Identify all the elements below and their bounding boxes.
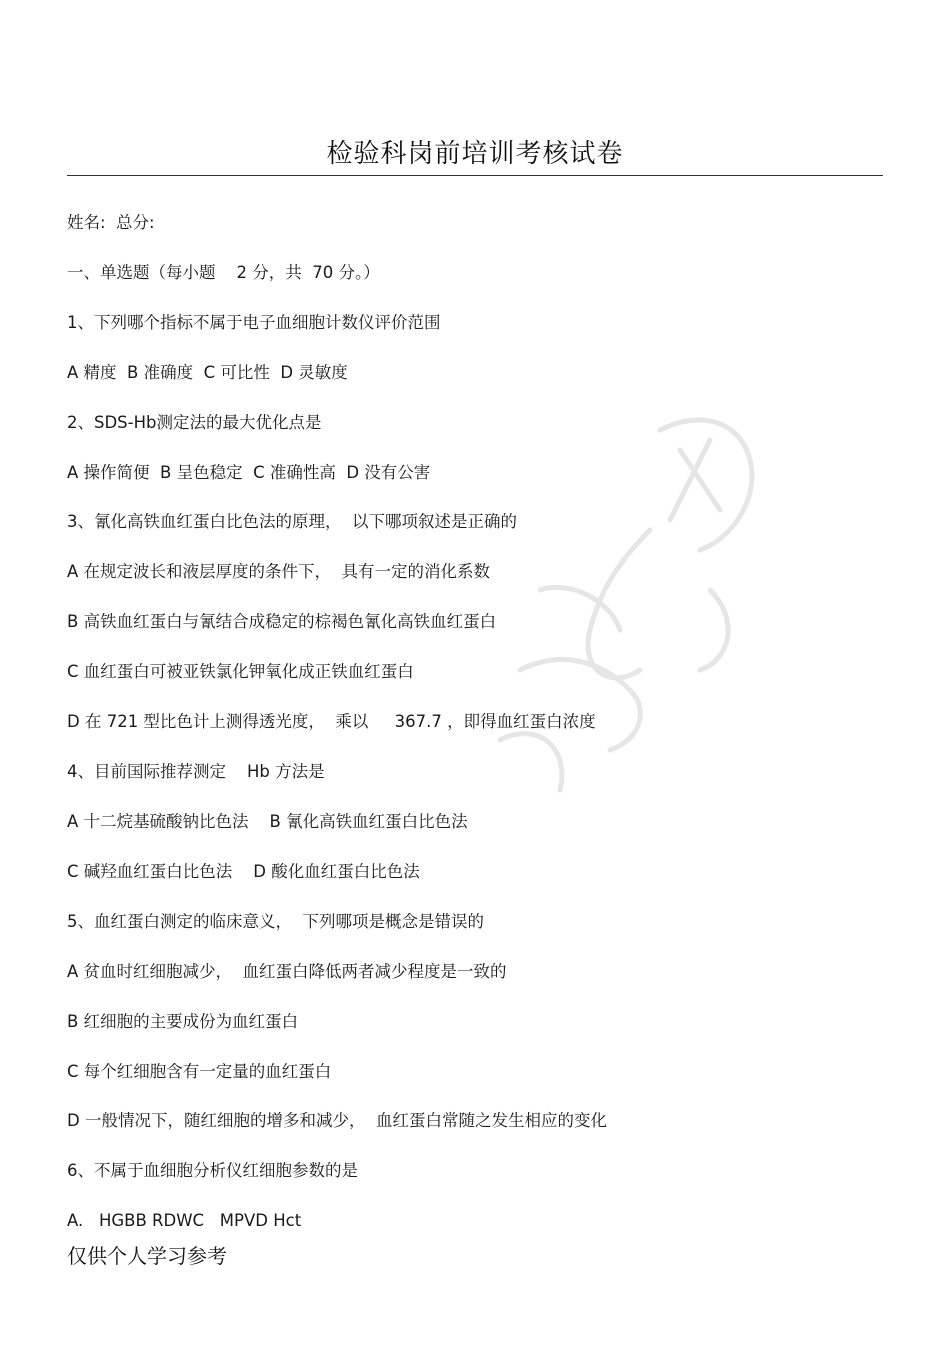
- page-title: 检验科岗前培训考核试卷: [326, 139, 624, 169]
- section-heading: 一、单选题（每小题 2 分，共 70 分。）: [67, 263, 380, 282]
- question-3-option-d: D 在 721 型比色计上测得透光度， 乘以 367.7 ，即得血红蛋白浓度: [67, 712, 596, 731]
- question-2-options: A 操作简便 B 呈色稳定 C 准确性高 D 没有公害: [67, 463, 431, 482]
- question-6: 6、不属于血细胞分析仪红细胞参数的是: [67, 1161, 358, 1180]
- question-5-option-d: D 一般情况下，随红细胞的增多和减少， 血红蛋白常随之发生相应的变化: [67, 1111, 607, 1130]
- question-3-option-a: A 在规定波长和液层厚度的条件下， 具有一定的消化系数: [67, 562, 491, 581]
- question-4-options-cd: C 碱羟血红蛋白比色法 D 酸化血红蛋白比色法: [67, 862, 420, 881]
- question-5-option-a: A 贫血时红细胞减少， 血红蛋白降低两者减少程度是一致的: [67, 962, 507, 981]
- question-3-option-b: B 高铁血红蛋白与氰结合成稳定的棕褐色氰化高铁血红蛋白: [67, 612, 497, 631]
- question-5-option-b: B 红细胞的主要成份为血红蛋白: [67, 1012, 299, 1031]
- watermark-seal: [480, 390, 820, 810]
- question-4-options-ab: A 十二烷基硫酸钠比色法 B 氰化高铁血红蛋白比色法: [67, 812, 468, 831]
- question-3: 3、氰化高铁血红蛋白比色法的原理， 以下哪项叙述是正确的: [67, 512, 517, 531]
- question-2: 2、SDS-Hb测定法的最大优化点是: [67, 413, 322, 432]
- footer-note: 仅供个人学习参考: [67, 1244, 227, 1268]
- title-rule: [67, 175, 883, 176]
- question-6-options: A. HGBB RDWC MPVD Hct: [67, 1211, 302, 1230]
- question-5: 5、血红蛋白测定的临床意义， 下列哪项是概念是错误的: [67, 912, 484, 931]
- name-score-line: 姓名: 总分:: [67, 213, 155, 232]
- question-1: 1、下列哪个指标不属于电子血细胞计数仪评价范围: [67, 313, 441, 332]
- question-3-option-c: C 血红蛋白可被亚铁氯化钾氧化成正铁血红蛋白: [67, 662, 414, 681]
- question-5-option-c: C 每个红细胞含有一定量的血红蛋白: [67, 1062, 332, 1081]
- question-4: 4、目前国际推荐测定 Hb 方法是: [67, 762, 325, 781]
- question-1-options: A 精度 B 准确度 C 可比性 D 灵敏度: [67, 363, 348, 382]
